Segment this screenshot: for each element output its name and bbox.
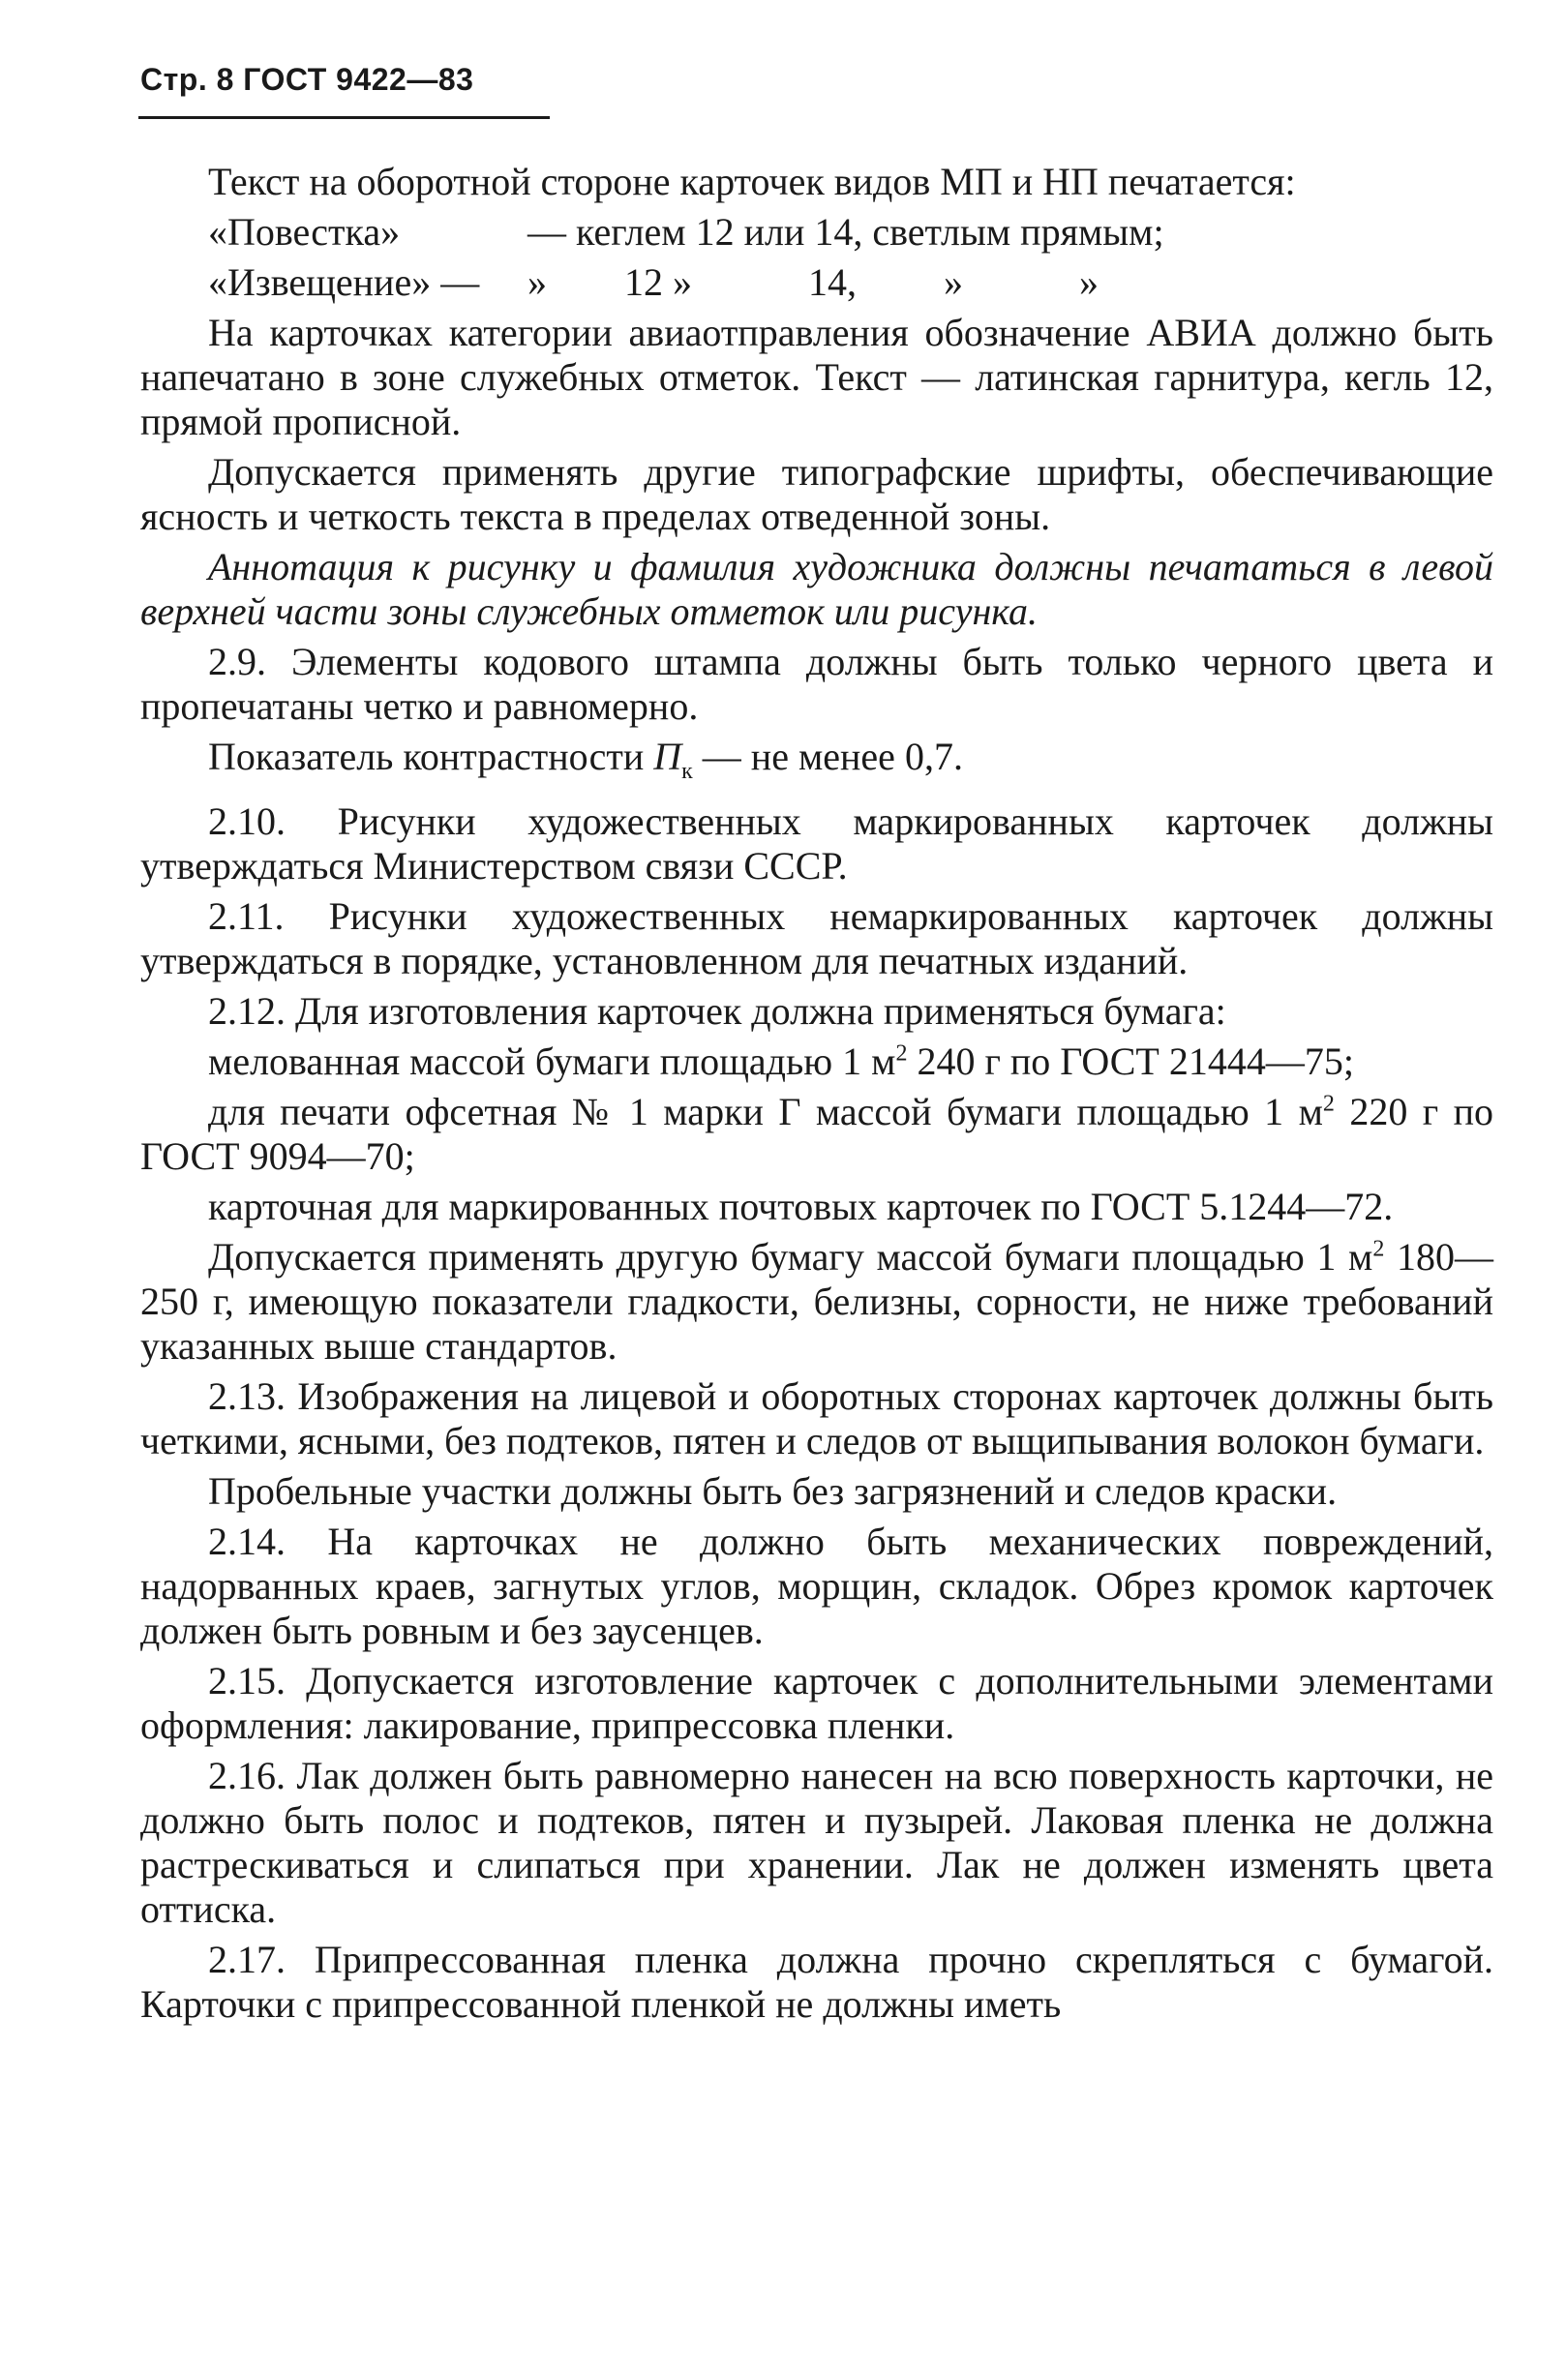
paragraph-2-13: 2.13. Изображения на лицевой и оборотных сторонах карточек должны быть четкими, ясными, без подтеков, пятен и следов от выщипывания волокон бумаги. (140, 1374, 1493, 1462)
paragraph-card-paper: карточная для маркированных почтовых карточек по ГОСТ 5.1244—72. (208, 1185, 1394, 1228)
paragraph-2-9: 2.9. Элементы кодового штампа должны быть только черного цвета и пропечатаны четко и равномерно. (140, 640, 1493, 728)
contrast-suffix: — не менее 0,7. (692, 735, 963, 778)
list-item-name: «Повестка» (208, 210, 401, 254)
paragraph-offset-paper (140, 1090, 1493, 1179)
contrast-prefix: Показатель контрастности (208, 735, 654, 778)
other-paper-b: 180—250 г, имеющую показатели гладкости, белизны, сорности, не ниже требований указанных выше стандартов. (140, 1235, 1493, 1368)
paragraph-annotation: Аннотация к рисунку и фамилия художника должны печататься в левой верхней части зоны служебных отметок или рисунка. (140, 545, 1493, 633)
list-item-povestka (208, 210, 1493, 255)
list-item-size: 14, (808, 260, 857, 304)
paragraph-avia: На карточках категории авиаотправления обозначение АВИА должно быть напечатано в зоне служебных отметок. Текст — латинская гарнитура, кегль 12, прямой прописной. (140, 311, 1493, 443)
page-header: Стр. 8 ГОСТ 9422—83 (140, 62, 474, 97)
header-rule (138, 116, 550, 119)
document-body (140, 160, 1493, 2033)
ditto-mark: » (944, 260, 963, 304)
list-item-izveshchenie (208, 260, 1493, 305)
ditto-mark: » (527, 260, 547, 304)
offset-paper-a: для печати офсетная № 1 марки Г массой бумаги площадью 1 м (208, 1090, 1323, 1133)
paragraph-2-12: 2.12. Для изготовления карточек должна применяться бумага: (208, 989, 1226, 1033)
offset-paper-b: 220 г по ГОСТ 9094—70; (140, 1090, 1494, 1178)
superscript: 2 (1372, 1236, 1385, 1262)
paragraph-2-14: 2.14. На карточках не должно быть механических повреждений, надорванных краев, загнутых углов, морщин, складок. Обрез кромок карточек должен быть ровным и без заусенцев. (140, 1520, 1493, 1652)
paragraph-contrast (140, 735, 1493, 794)
coated-paper-b: 240 г по ГОСТ 21444—75; (907, 1039, 1354, 1083)
other-paper-a: Допускается применять другую бумагу массой бумаги площадью 1 м (208, 1235, 1373, 1279)
paragraph-2-11: 2.11. Рисунки художественных немаркированных карточек должны утверждаться в порядке, установленном для печатных изданий. (140, 894, 1493, 982)
ditto-mark: » (1079, 260, 1099, 304)
paragraph-fonts: Допускается применять другие типографские шрифты, обеспечивающие ясность и четкость текста в пределах отведенной зоны. (140, 450, 1493, 538)
paragraph-other-paper (140, 1235, 1493, 1369)
paragraph-2-16: 2.16. Лак должен быть равномерно нанесен на всю поверхность карточки, не должно быть полос и подтеков, пятен и пузырей. Лаковая пленка не должна растрескиваться и слипаться при хранении. Лак не должен изменять цвета оттиска. (140, 1754, 1493, 1931)
list-item-size: 12 » (624, 260, 692, 304)
superscript: 2 (895, 1040, 908, 1067)
paragraph-blank-areas: Пробельные участки должны быть без загрязнений и следов краски. (208, 1469, 1338, 1513)
list-item-name: «Извещение» — (208, 260, 480, 304)
coated-paper-a: мелованная массой бумаги площадью 1 м (208, 1039, 896, 1083)
list-item-text: — кеглем 12 или 14, светлым прямым; (527, 210, 1164, 254)
superscript: 2 (1322, 1091, 1335, 1117)
paragraph-back-text: Текст на оборотной стороне карточек видов МП и НП печатается: (208, 160, 1296, 203)
paragraph-2-10: 2.10. Рисунки художественных маркированных карточек должны утверждаться Министерством связи СССР. (140, 799, 1493, 888)
paragraph-2-15: 2.15. Допускается изготовление карточек с дополнительными элементами оформления: лакирование, припрессовка пленки. (140, 1659, 1493, 1747)
paragraph-coated-paper (140, 1039, 1493, 1084)
contrast-subscript: к (681, 759, 693, 784)
paragraph-2-17: 2.17. Припрессованная пленка должна прочно скрепляться с бумагой. Карточки с припрессованной пленкой не должны иметь (140, 1938, 1493, 2026)
contrast-symbol: П (653, 735, 682, 778)
